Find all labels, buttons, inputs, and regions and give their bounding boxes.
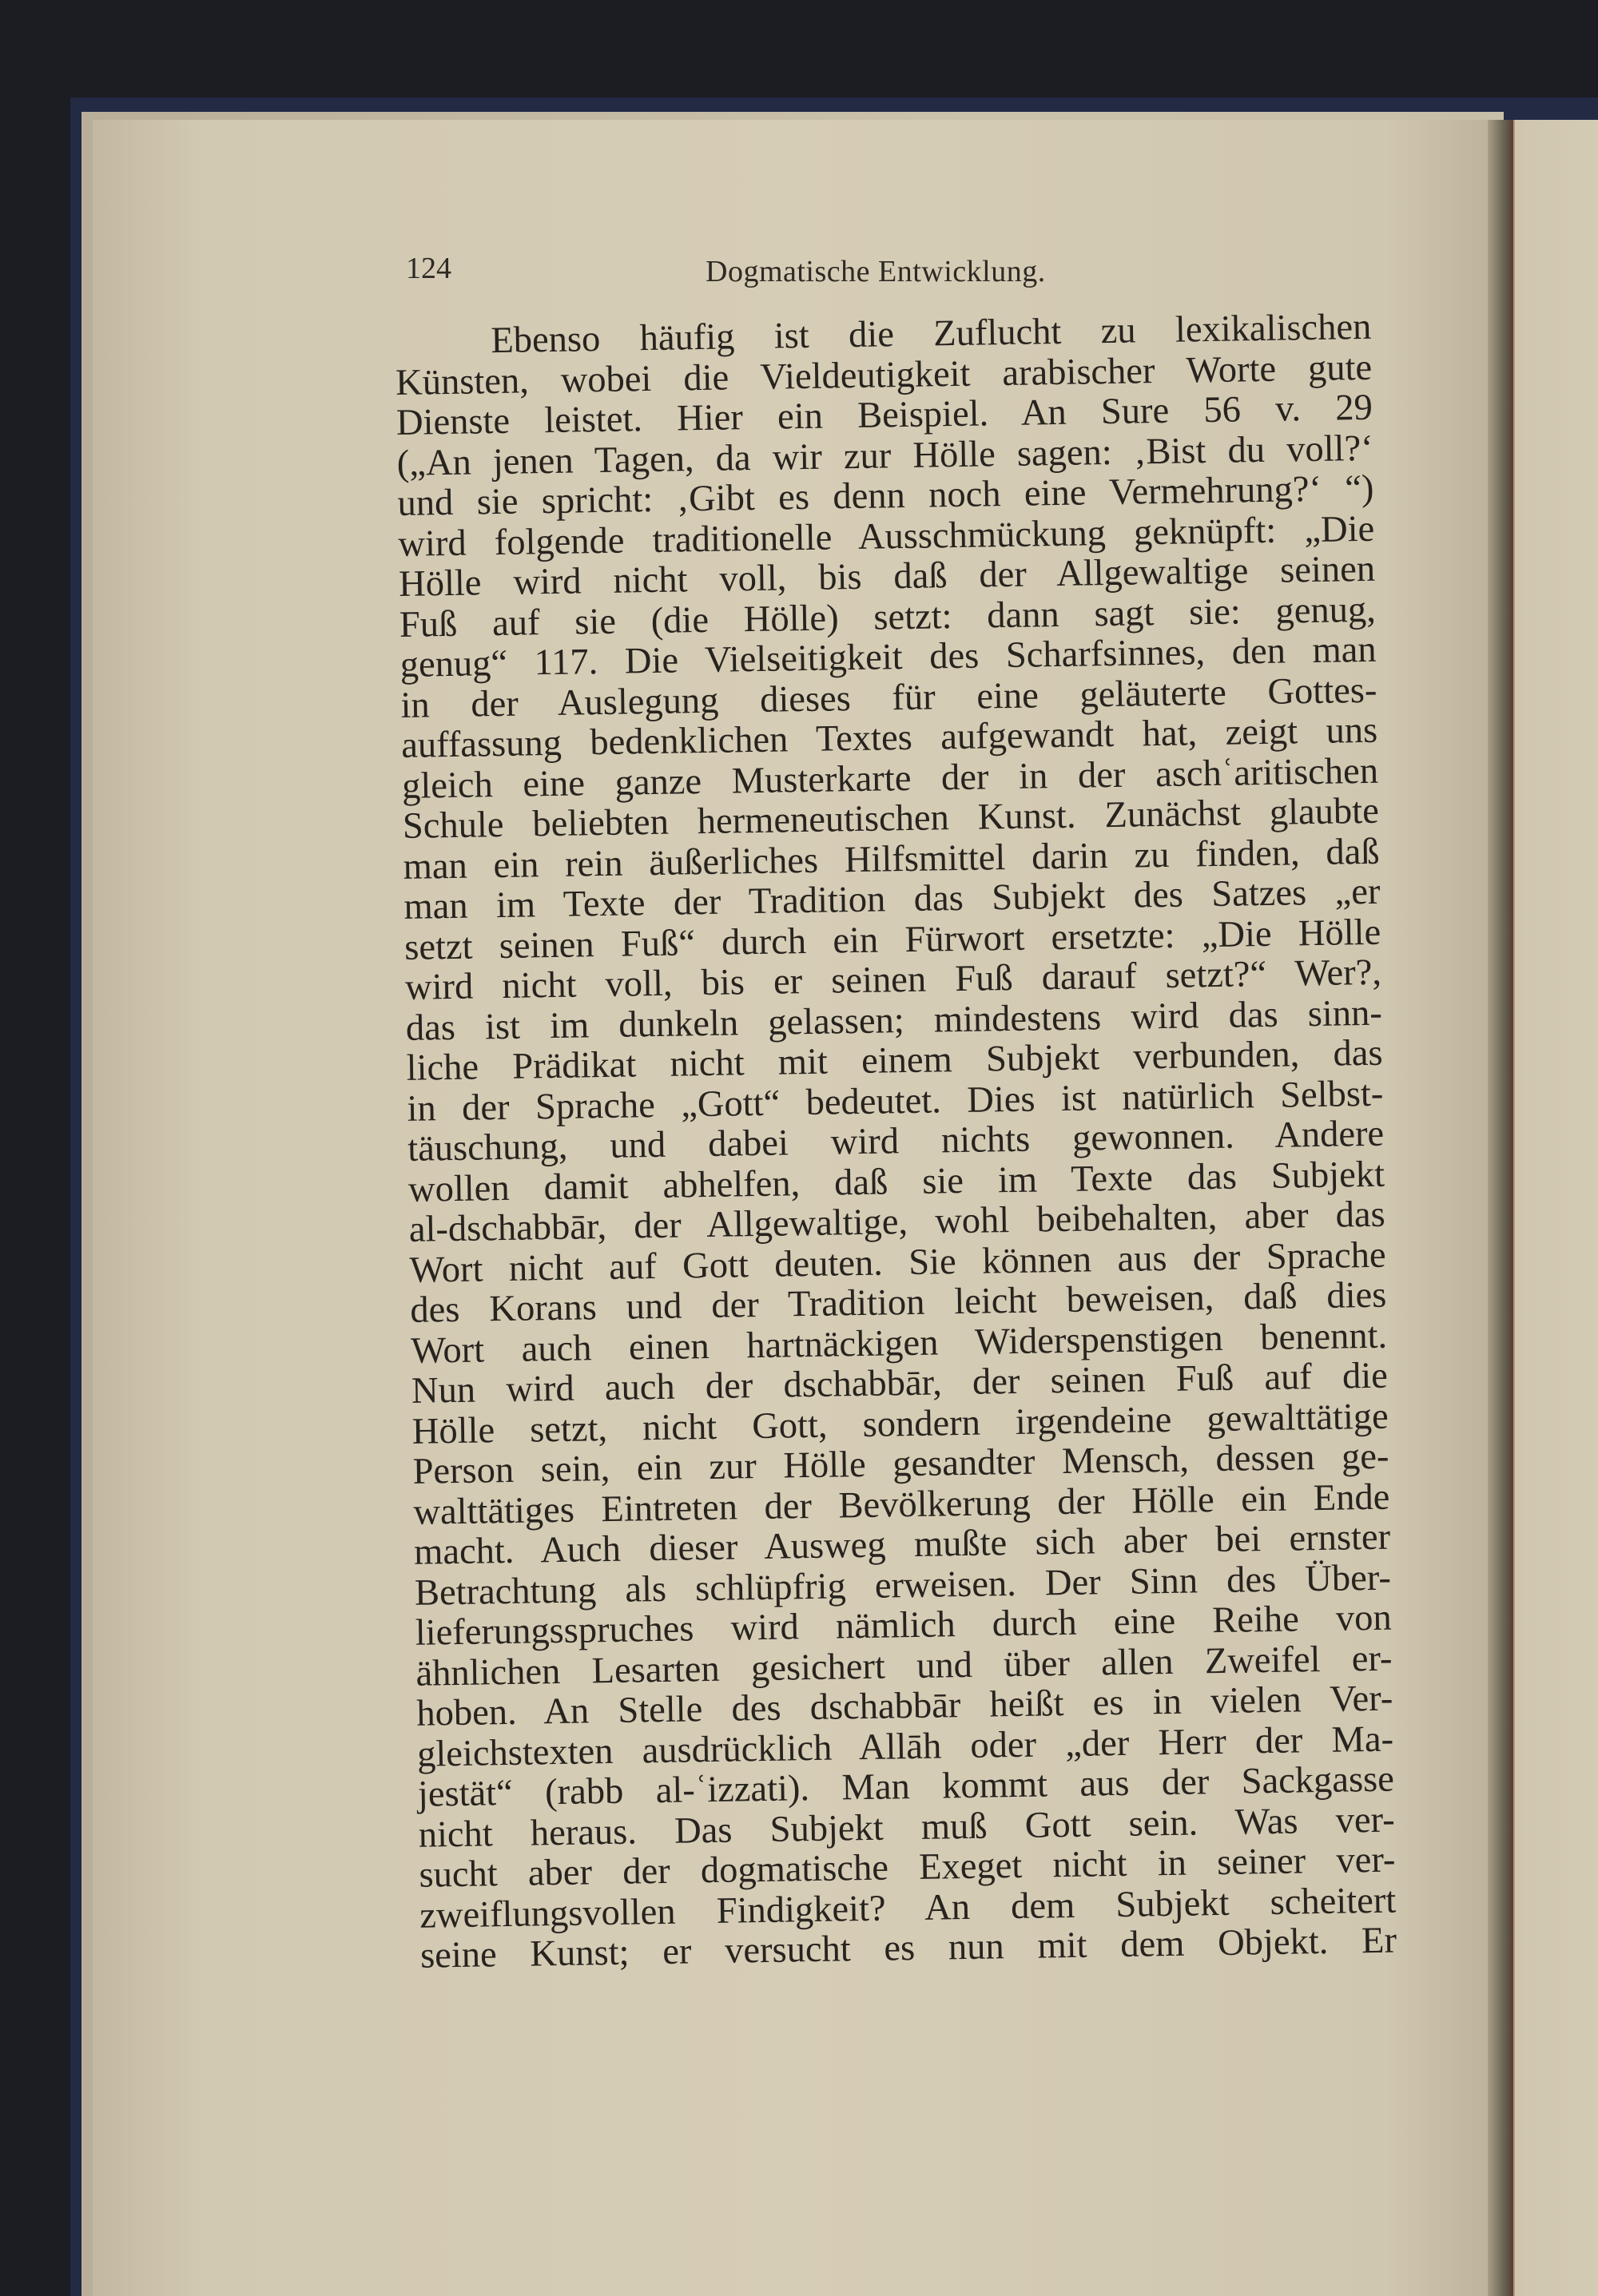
- text-line: Wort auch einen hartnäckigen Widerspenstigen benennt.: [410, 1315, 1388, 1372]
- page-header: [406, 246, 1365, 294]
- text-line: genug“ 117. Die Vielseitigkeit des Scharfsinnes, den man: [400, 629, 1377, 685]
- text-line: man im Texte der Tradition das Subjekt des Satzes „er: [403, 871, 1381, 928]
- text-line: sucht aber der dogmatische Exeget nicht in seiner ver-: [419, 1839, 1396, 1896]
- text-line: hoben. An Stelle des dschabbār heißt es in vielen Ver-: [415, 1678, 1393, 1734]
- text-line: Person sein, ein zur Hölle gesandter Mensch, dessen ge-: [412, 1436, 1389, 1492]
- body-text: [395, 308, 1397, 1976]
- text-line: zweiflungsvollen Findigkeit? An dem Subjekt scheitert: [419, 1880, 1397, 1937]
- text-line: Schule beliebten hermeneutischen Kunst. Zunächst glaubte: [402, 790, 1380, 847]
- text-line: setzt seinen Fuß“ durch ein Fürwort ersetzte: „Die Hölle: [403, 912, 1381, 968]
- text-line: Ebenso häufig ist die Zuflucht zu lexikalischen: [490, 306, 1372, 362]
- text-line: täuschung, und dabei wird nichts gewonnen. Andere: [407, 1113, 1385, 1170]
- text-line: Nun wird auch der dschabbār, der seinen Fuß auf die: [411, 1355, 1389, 1412]
- text-line: macht. Auch dieser Ausweg mußte sich aber bei ernster: [413, 1516, 1391, 1573]
- text-line: Hölle wird nicht voll, bis daß der Allgewaltige seinen: [398, 548, 1376, 605]
- text-line: Dienste leistet. Hier ein Beispiel. An Sure 56 v. 29: [396, 387, 1373, 443]
- text-line: („An jenen Tagen, da wir zur Hölle sagen: ‚Bist du voll?‘: [396, 427, 1374, 484]
- text-line: al-dschabbār, der Allgewaltige, wohl beibehalten, aber das: [408, 1194, 1386, 1250]
- text-line: das ist im dunkeln gelassen; mindestens wird das sinn-: [405, 992, 1383, 1049]
- text-line: des Korans und der Tradition leicht beweisen, daß dies: [410, 1274, 1387, 1331]
- text-line: Betrachtung als schlüpfrig erweisen. Der Sinn des Über-: [414, 1557, 1392, 1614]
- facing-page-shadow: [1510, 120, 1515, 2296]
- running-title: Dogmatische Entwicklung.: [706, 255, 1046, 288]
- text-line: in der Sprache „Gott“ bedeutet. Dies ist natürlich Selbst-: [407, 1073, 1384, 1130]
- text-line: walttätiges Eintreten der Bevölkerung der Hölle ein Ende: [412, 1476, 1390, 1533]
- text-line: nicht heraus. Das Subjekt muß Gott sein. Was ver-: [418, 1799, 1395, 1856]
- text-line: seine Kunst; er versucht es nun mit dem Objekt. Er: [419, 1920, 1397, 1976]
- text-line: wird nicht voll, bis er seinen Fuß darauf setzt?“ Wer?,: [404, 951, 1382, 1008]
- text-line: in der Auslegung dieses für eine geläuterte Gottes-: [400, 669, 1377, 726]
- text-line: und sie spricht: ‚Gibt es denn noch eine Vermehrung?‘ “): [397, 467, 1374, 524]
- text-line: gleichstexten ausdrücklich Allāh oder „der Herr der Ma-: [416, 1718, 1394, 1775]
- text-line: Hölle setzt, nicht Gott, sondern irgendeine gewalttätige: [411, 1396, 1389, 1452]
- text-line: Wort nicht auf Gott deuten. Sie können aus der Sprache: [409, 1234, 1386, 1291]
- text-line: man ein rein äußerliches Hilfsmittel darin zu finden, daß: [403, 831, 1380, 888]
- text-line: jestät“ (rabb al-ʿizzati). Man kommt aus der Sackgasse: [417, 1758, 1395, 1815]
- text-line: auffassung bedenklichen Textes aufgewandt hat, zeigt uns: [400, 709, 1378, 766]
- text-line: gleich eine ganze Musterkarte der in der aschʿaritischen: [401, 750, 1379, 807]
- text-line: wird folgende traditionelle Ausschmückung geknüpft: „Die: [397, 508, 1375, 565]
- page-number: 124: [406, 252, 451, 285]
- text-line: liche Prädikat nicht mit einem Subjekt verbunden, das: [406, 1032, 1383, 1089]
- text-line: Fuß auf sie (die Hölle) setzt: dann sagt sie: genug,: [399, 589, 1377, 646]
- text-line: wollen damit abhelfen, daß sie im Texte das Subjekt: [407, 1154, 1385, 1210]
- text-line: Künsten, wobei die Vieldeutigkeit arabischer Worte gute: [395, 347, 1373, 403]
- text-line: lieferungsspruches wird nämlich durch eine Reihe von: [415, 1597, 1393, 1654]
- facing-page-edge: [1513, 120, 1598, 2296]
- text-line: ähnlichen Lesarten gesichert und über allen Zweifel er-: [415, 1638, 1393, 1694]
